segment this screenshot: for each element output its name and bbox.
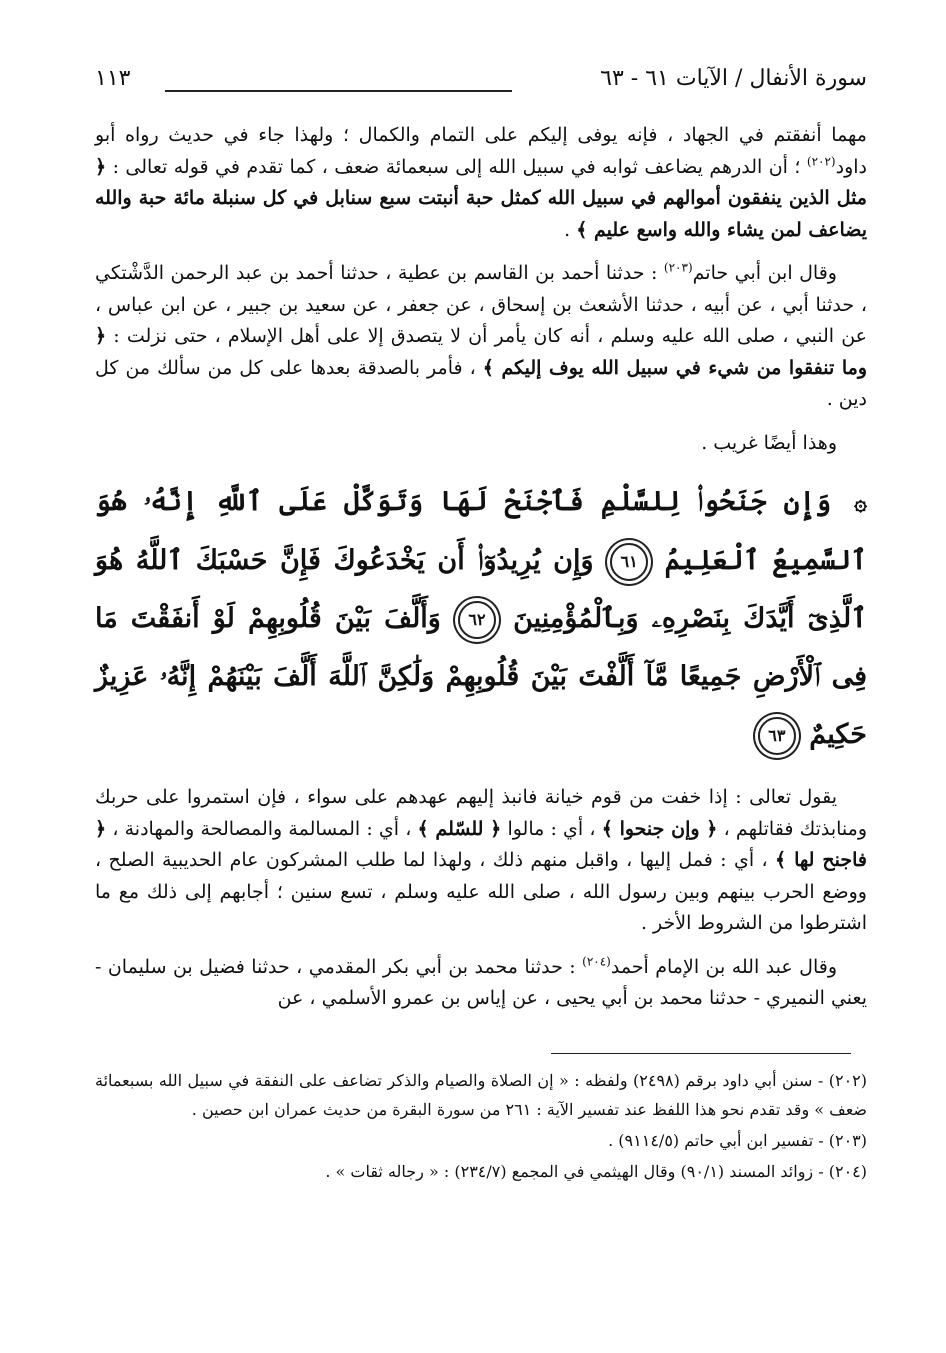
- page-number: ١١٣: [95, 66, 131, 91]
- quran-quote: ﴿ فاجنح لها ﴾: [95, 817, 867, 871]
- tafsir-paragraph-2: وقال عبد الله بن الإمام أحمد$^{(٢٠٤)}$ : حدثنا محمد بن أبي بكر المقدمي ، حدثنا فضيل بن سليمان - يعني النميري - حدثنا محمد بن أبي يحيى ، عن إياس بن عمرو الأسلمي ، عن: [95, 954, 867, 1009]
- page-header: [95, 62, 867, 102]
- ayah-number-62: ٦٢: [458, 601, 496, 639]
- ayah-number-63: ٦٣: [758, 717, 796, 755]
- footnote-ref-203: (٢٠٣): [663, 260, 693, 275]
- quran-quote: ﴿ وما تنفقوا من شيء في سبيل الله يوف إليكم ﴾: [95, 325, 867, 379]
- verse-61: وَإِن جَنَحُوا۟ لِلسَّلْمِ فَٱجْنَحْ لَهَا وَتَوَكَّلْ عَلَى ٱللَّهِ إِنَّهُۥ هُوَ ٱلسَّمِيعُ ٱلْعَلِيمُ: [95, 486, 867, 576]
- quran-quote: ﴿ وإن جنحوا ﴾: [601, 817, 718, 840]
- footnotes: [95, 1066, 867, 1188]
- quran-quote: ﴿ للسّلم ﴾: [417, 817, 502, 840]
- verse-63: وَأَلَّفَ بَيْنَ قُلُوبِهِمْ لَوْ أَنفَقْتَ مَا فِى ٱلْأَرْضِ جَمِيعًا مَّآ أَلَّفْتَ بَيْنَ قُلُوبِهِمْ وَلَٰكِنَّ ٱللَّهَ أَلَّفَ بَيْنَهُمْ إِنَّهُۥ عَزِيزٌ حَكِيمٌ: [95, 603, 867, 750]
- rub-el-hizb-icon: ۞: [854, 490, 867, 516]
- footnote-ref-204: (٢٠٤): [582, 954, 611, 969]
- main-text: [95, 120, 867, 1027]
- verse-62: وَإِن يُرِيدُوٓا۟ أَن يَخْدَعُوكَ فَإِنَّ حَسْبَكَ ٱللَّهُ هُوَ ٱلَّذِىٓ أَيَّدَكَ بِنَصْرِهِۦ وَبِٱلْمُؤْمِنِينَ: [95, 545, 868, 634]
- paragraph-1: مهما أنفقتم في الجهاد ، فإنه يوفى إليكم على التمام والكمال ؛ ولهذا جاء في حديث رواه أبو داود$^{(٢٠٢)}$ ؛ أن الدرهم يضاعف ثوابه في سبيل الله إلى سبعمائة ضعف ، كما تقدم في قوله تعالى : ﴿ مثل الذين ينفقون أموالهم في سبيل الله كمثل حبة أنبتت سبع سنابل في كل سنبلة مائة حبة والله يضاعف لمن يشاء والله واسع عليم ﴾ .: [95, 124, 867, 241]
- footnote-divider: [551, 1053, 851, 1054]
- tafsir-paragraph-1: يقول تعالى : إذا خفت من قوم خيانة فانبذ إليهم عهدهم على سواء ، فإن استمروا على حربك ومنابذتك فقاتلهم ، ﴿ وإن جنحوا ﴾ ، أي : مالوا ﴿ للسّلم ﴾ ، أي : المسالمة والمصالحة والمهادنة ، ﴿ فاجنح لها ﴾ ، أي : فمل إليها ، واقبل منهم ذلك ، ولهذا لما طلب المشركون عام الحديبية الصلح ، ووضع الحرب بينهم وبين رسول الله ، صلى الله عليه وسلم ، تسع سنين ؛ أجابهم إلى ذلك مع ما اشترطوا من الشروط الأخر .: [95, 786, 868, 934]
- quran-quote: ﴿ مثل الذين ينفقون أموالهم في سبيل الله كمثل حبة أنبتت سبع سنابل في كل سنبلة مائة حبة والله يضاعف لمن يشاء والله واسع عليم ﴾: [95, 155, 867, 241]
- paragraph-2: وقال ابن أبي حاتم$^{(٢٠٣)}$ : حدثنا أحمد بن القاسم بن عطية ، حدثنا أحمد بن عبد الرحمن الدَّشْتكي ، حدثنا أبي ، عن أبيه ، حدثنا الأشعث بن إسحاق ، عن جعفر ، عن سعيد بن جبير ، عن ابن عباس ، عن النبي ، صلى الله عليه وسلم ، أنه كان يأمر أن لا يتصدق إلا على أهل الإسلام ، حتى نزلت : ﴿ وما تنفقوا من شيء في سبيل الله يوف إليكم ﴾ ، فأمر بالصدقة بعدها على كل من سألك من كل دين .: [95, 260, 867, 410]
- quran-verses-block: [95, 473, 867, 764]
- footnote-203: (٢٠٣) - تفسير ابن أبي حاتم (٩١١٤/٥) .: [608, 1131, 867, 1150]
- footnote-202: (٢٠٢) - سنن أبي داود برقم (٢٤٩٨) ولفظه : « إن الصلاة والصيام والذكر تضاعف على النفقة في سبيل الله بسبعمائة ضعف » وقد تقدم نحو هذا اللفظ عند تفسير الآية : ٢٦١ من سورة البقرة من حديث عمران ابن حصين .: [95, 1071, 867, 1119]
- footnote-204: (٢٠٤) - زوائد المسند (٩٠/١) وقال الهيثمي في المجمع (٢٣٤/٧) : « رجاله ثقات » .: [325, 1162, 867, 1181]
- surah-title: سورة الأنفال / الآيات ٦١ - ٦٣: [600, 66, 867, 91]
- footnote-ref-202: (٢٠٢): [806, 154, 836, 169]
- ayah-number-61: ٦١: [610, 543, 648, 581]
- paragraph-3: وهذا أيضًا غريب .: [701, 431, 837, 454]
- header-rule: [165, 90, 512, 92]
